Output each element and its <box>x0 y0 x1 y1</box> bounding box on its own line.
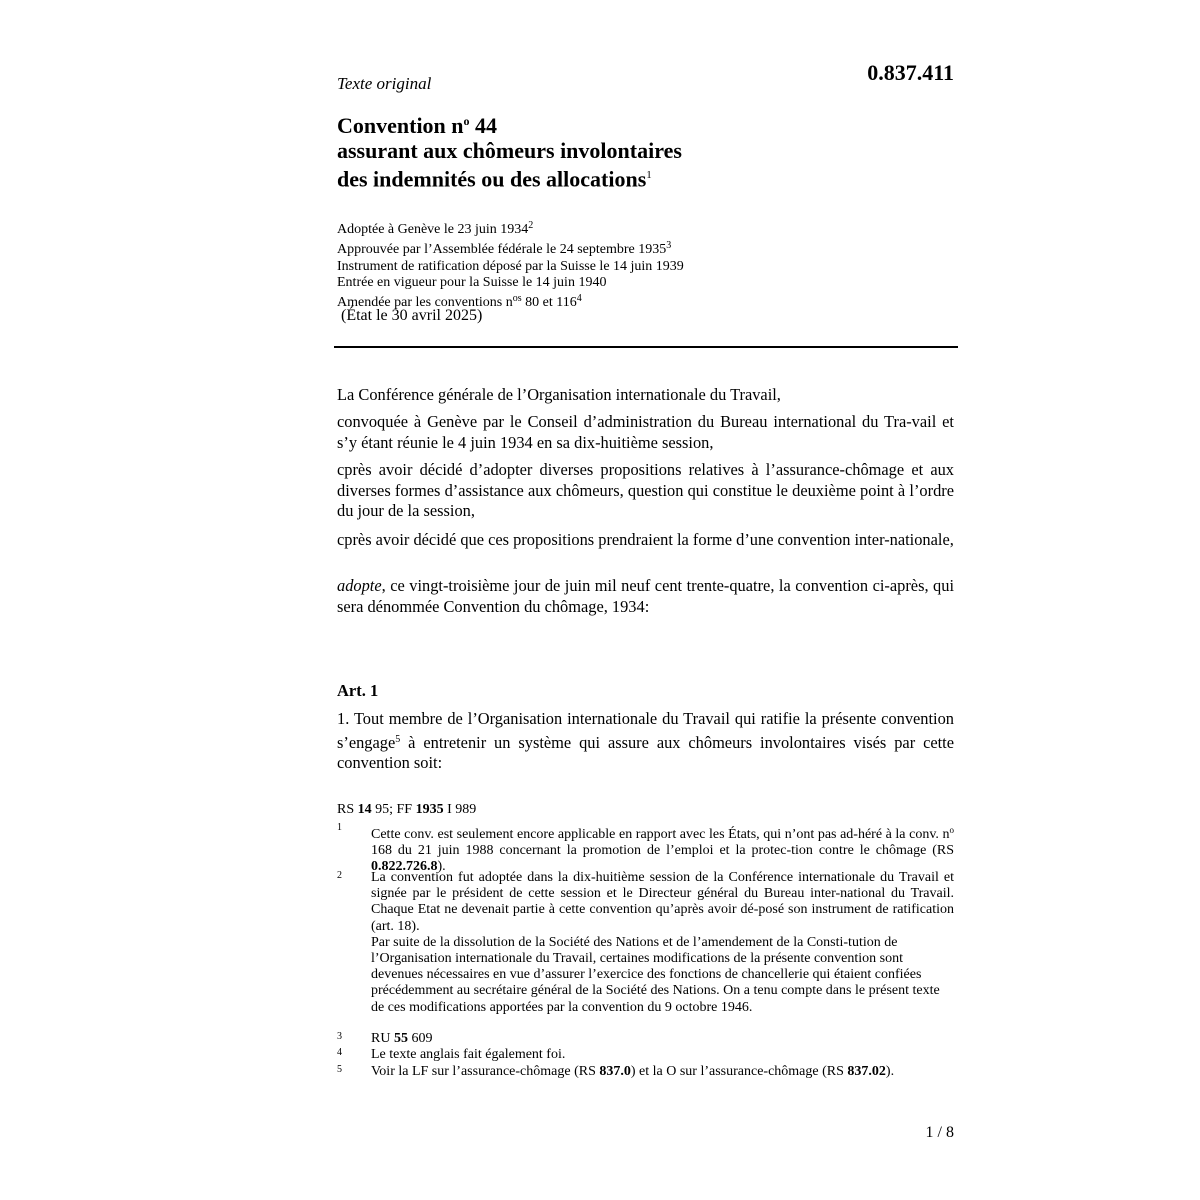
ru-link[interactable]: 55 <box>393 1031 408 1046</box>
footnote: 1 Cette conv. est seulement encore applicable en rapport avec les États, qui n’ont pas ad-héré à la conv. $n^o$ 168 du 21 juin 1988 concernant la promotion de l’emploi et la protec-tion contre le chômage (RS 0.822.726.8). <box>337 822 954 875</box>
meta-approved: Approuvée par l’Assemblée fédérale le 24 septembre 1935$^3$ <box>337 240 672 258</box>
footnote-number: 2 <box>337 870 342 881</box>
adoption-metadata <box>337 218 684 311</box>
title-line-1: Convention $n^o$ 44 <box>337 113 498 138</box>
preamble-paragraph: cprès avoir décidé d’adopter diverses propositions relatives à l’assurance-chômage et aux diverses formes d’assistance aux chômeurs, question qui constitue le deuxième point à l’ordre du jour de la session, <box>337 460 954 520</box>
divider <box>334 346 958 348</box>
preamble-paragraph: convoquée à Genève par le Conseil d’administration du Bureau international du Tra-vail et s’y étant réunie le 4 juin 1934 en sa dix-huitième session, <box>337 412 954 452</box>
status-date: (État le 30 avril 2025) <box>341 307 483 324</box>
sr-number: 0.837.411 <box>867 60 954 85</box>
footnote: 5 Voir la LF sur l’assurance-chômage (RS 837.0) et la O sur l’assurance-chômage (RS 837.02). <box>337 1064 895 1079</box>
footnote: 4 Le texte anglais fait également foi. <box>337 1047 566 1062</box>
meta-instrument: Instrument de ratification déposé par la Suisse le 14 juin 1939 <box>337 258 684 274</box>
footnote-ref[interactable]: 3 <box>666 240 672 252</box>
article-paragraph: 1. Tout membre de l’Organisation internationale du Travail qui ratifie la présente convention s’engage$^5$ à entretenir un système qui assure aux chômeurs involontaires visés par cette convention soit: <box>337 709 954 772</box>
article-heading: Art. 1 <box>337 681 379 700</box>
title-line-2: assurant aux chômeurs involontaires <box>337 138 682 163</box>
footnote-number: 1 <box>337 822 342 833</box>
page-number: 1 / 8 <box>925 1124 954 1141</box>
footnote-ref[interactable]: 5 <box>395 733 401 745</box>
footnote-ref[interactable]: 4 <box>576 293 582 305</box>
footnote-ref[interactable]: 1 <box>646 169 652 181</box>
footnote-ref[interactable]: 2 <box>528 220 534 231</box>
footnote: 3 RU 55 609 <box>337 1031 433 1046</box>
rs-link[interactable]: 0.822.726.8 <box>371 859 438 875</box>
document-source-label: Texte original <box>337 74 432 93</box>
rs-link[interactable]: 837.0 <box>599 1064 631 1079</box>
footnote: 2 La convention fut adoptée dans la dix-huitième session de la Conférence internationale du Travail et signée par le président de cette session et le Directeur général du Bureau inter-national du Travail. Chaque Etat ne devenait partie à cette convention qu’après avoir dé-posé son instrument de ratification (art. 18). Par suite de la dissolution de la Société des Nations et de l’amendement de la Consti-tution de l’Organisation internationale du Travail, certaines modifications de la présente convention sont devenues nécessaires en vue d’assurer l’exercice des fonctions de chancellerie qui étaient confiées précédemment au secrétaire général de la Société des Nations. On a tenu compte dans le présent texte de ces modifications apportées par la convention du 9 octobre 1946. <box>337 870 954 1015</box>
meta-amended: Amendée par les conventions n$^{os}$ 80 et 116$^4$ <box>337 293 582 311</box>
meta-adopted: Adoptée à Genève le 23 juin 1934$^2$ <box>337 220 534 237</box>
document-title <box>337 109 682 191</box>
preamble-paragraph: cprès avoir décidé que ces propositions prendraient la forme d’une convention inter-nationale, <box>337 530 954 549</box>
rs-link[interactable]: 837.02 <box>847 1064 886 1079</box>
footnote-number: 5 <box>337 1064 342 1075</box>
preamble-paragraph: adopte, ce vingt-troisième jour de juin mil neuf cent trente-quatre, la convention ci-après, qui sera dénommée Convention du chômage, 1934: <box>337 576 954 616</box>
rs-reference: RS 14 95; FF 1935 I 989 <box>337 802 477 817</box>
footnote-number: 4 <box>337 1047 342 1058</box>
meta-entry: Entrée en vigueur pour la Suisse le 14 juin 1940 <box>337 274 607 290</box>
footnote-number: 3 <box>337 1031 342 1042</box>
title-line-3: des indemnités ou des allocations$^1$ <box>337 166 652 192</box>
preamble-paragraph: La Conférence générale de l’Organisation internationale du Travail, <box>337 385 781 404</box>
